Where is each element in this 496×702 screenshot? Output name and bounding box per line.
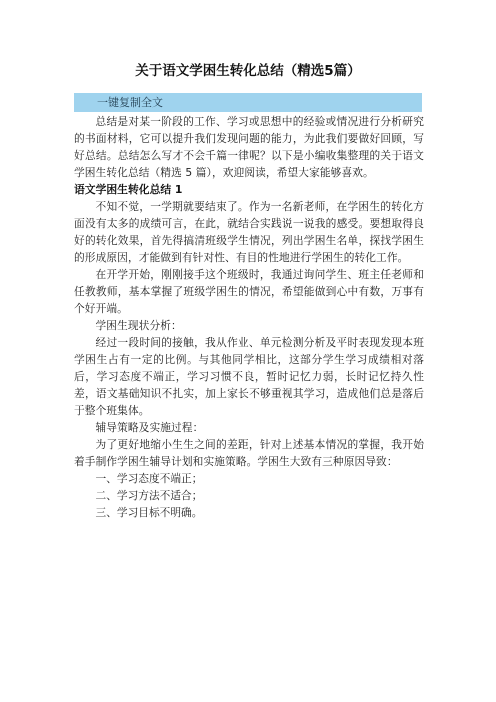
document-body (74, 113, 424, 521)
body-paragraph: 经过一段时间的接触，我从作业、单元检测分析及平时表现发现本班学困生占有一定的比例。与其他同学相比，这部分学生学习成绩相对落后，学习态度不端正，学习习惯不良，暂时记忆力弱，长时记忆持久性差，语文基础知识不扎实，加上家长不够重视其学习，造成他们总是落后于整个班集体。 (74, 336, 424, 417)
document-title: 关于语文学困生转化总结（精选5篇） (135, 63, 361, 79)
subheading-status-analysis: 学困生现状分析： (95, 319, 182, 332)
section-heading: 语文学困生转化总结 1 (74, 183, 183, 196)
body-paragraph: 为了更好地缩小生生之间的差距，针对上述基本情况的掌握，我开始着手制作学困生辅导计划和实施策略。学困生大致有三种原因导致： (74, 438, 424, 468)
intro-paragraph: 总结是对某一阶段的工作、学习或思想中的经验或情况进行分析研究的书面材料，它可以提升我们发现问题的能力，为此我们要做好回顾，写好总结。总结怎么写才不会千篇一律呢？以下是小编收集整理的关于语文学困生转化总结（精选 5 篇），欢迎阅读，希望大家能够喜欢。 (74, 115, 424, 179)
list-item: 一、学习态度不端正； (95, 472, 203, 485)
copy-all-button[interactable] (74, 93, 422, 112)
body-paragraph: 不知不觉，一学期就要结束了。作为一名新老师，在学困生的转化方面没有太多的成绩可言，在此，就结合实践说一说我的感受。要想取得良好的转化效果，首先得搞清班级学生情况，列出学困生名单，探找学困生的形成原因，才能做到有针对性、有目的性地进行学困生的转化工作。 (74, 200, 424, 264)
body-paragraph: 在开学开始，刚刚接手这个班级时，我通过询问学生、班主任老师和任教教师，基本掌握了班级学困生的情况，希望能做到心中有数，万事有个好开端。 (74, 268, 424, 315)
list-item: 二、学习方法不适合； (95, 489, 203, 502)
list-item: 三、学习目标不明确。 (95, 506, 203, 519)
subheading-strategy: 辅导策略及实施过程： (95, 421, 204, 434)
copy-all-button-label: 一键复制全文 (97, 96, 163, 109)
